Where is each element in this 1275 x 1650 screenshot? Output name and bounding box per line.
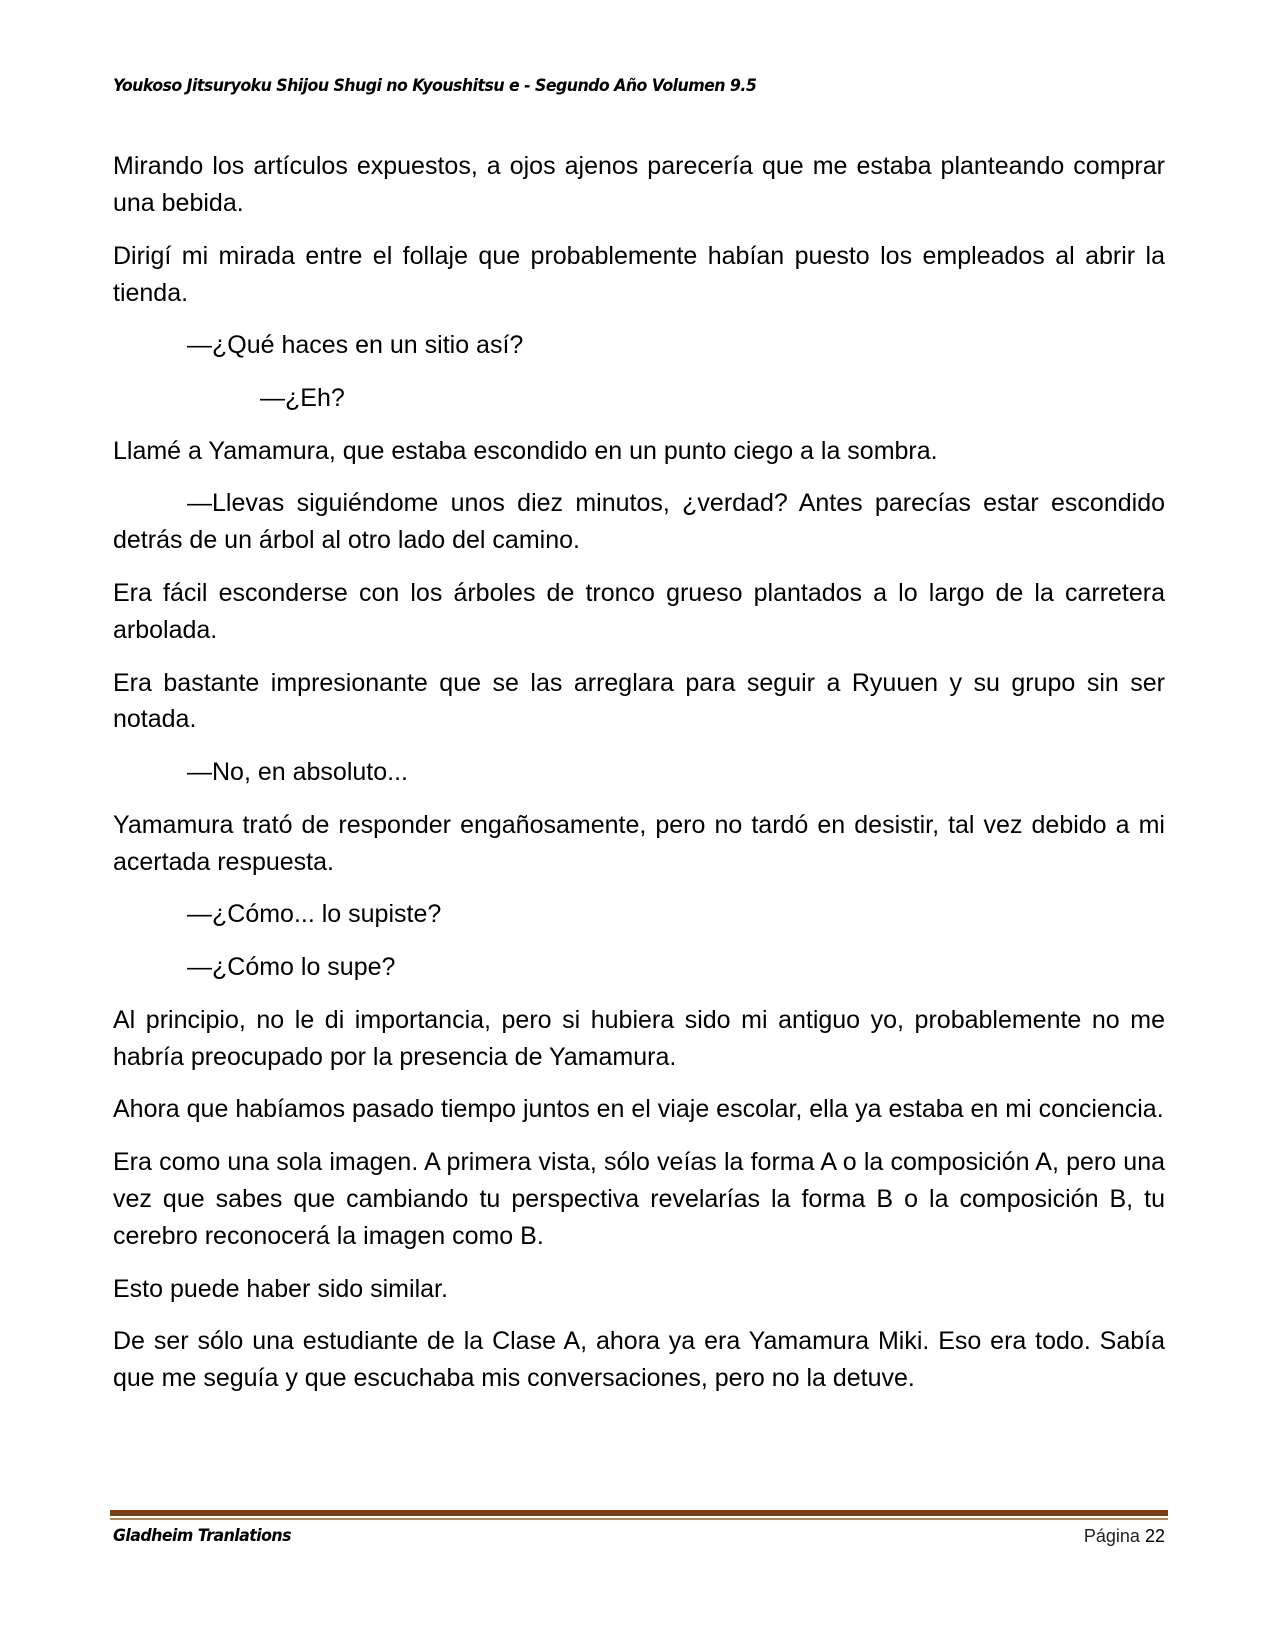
page-label: Página (1083, 1526, 1140, 1546)
paragraph: Llamé a Yamamura, que estaba escondido en un punto ciego a la sombra. (113, 436, 938, 465)
paragraph: Ahora que habíamos pasado tiempo juntos en el viaje escolar, ella ya estaba en mi conciencia. (113, 1095, 1164, 1124)
dialogue-paragraph: —¿Cómo lo supe? (187, 953, 396, 982)
footer-publisher: Gladheim Tranlations (113, 1526, 291, 1546)
paragraph: Al principio, no le di importancia, pero si hubiera sido mi antiguo yo, probablemente no me habría preocupado por la presencia de Yamamura. (113, 1005, 1165, 1071)
page-number-value: 22 (1144, 1526, 1165, 1546)
paragraph: Dirigí mi mirada entre el follaje que probablemente habían puesto los empleados al abrir la tienda. (113, 241, 1165, 307)
body-text (113, 148, 1165, 1413)
dialogue-paragraph: —¿Cómo... lo supiste? (187, 900, 442, 929)
page-number (1084, 1526, 1165, 1547)
dialogue-paragraph: —Llevas siguiéndome unos diez minutos, ¿verdad? Antes parecías estar escondido detrás de un árbol al otro lado del camino. (113, 489, 1165, 555)
paragraph: Mirando los artículos expuestos, a ojos ajenos parecería que me estaba planteando comprar una bebida. (113, 152, 1165, 217)
dialogue-paragraph: —No, en absoluto... (187, 758, 408, 787)
paragraph: De ser sólo una estudiante de la Clase A, ahora ya era Yamamura Miki. Eso era todo. Sabía que me seguía y que escuchaba mis conversaciones, pero no la detuve. (113, 1327, 1165, 1393)
paragraph: Era fácil esconderse con los árboles de tronco grueso plantados a lo largo de la carretera arbolada. (113, 578, 1165, 644)
running-header: Youkoso Jitsuryoku Shijou Shugi no Kyoushitsu e - Segundo Año Volumen 9.5 (113, 76, 757, 96)
paragraph: Yamamura trató de responder engañosamente, pero no tardó en desistir, tal vez debido a mi acertada respuesta. (113, 810, 1165, 876)
footer-rule (110, 1510, 1168, 1520)
paragraph: Era como una sola imagen. A primera vista, sólo veías la forma A o la composición A, pero una vez que sabes que cambiando tu perspectiva revelarías la forma B o la composición B, tu cerebro reconocerá la imagen como B. (113, 1148, 1165, 1250)
dialogue-paragraph: —¿Eh? (260, 383, 345, 412)
paragraph: Esto puede haber sido similar. (113, 1274, 448, 1303)
paragraph: Era bastante impresionante que se las arreglara para seguir a Ryuuen y su grupo sin ser notada. (113, 668, 1165, 734)
dialogue-paragraph: —¿Qué haces en un sitio así? (187, 331, 524, 360)
